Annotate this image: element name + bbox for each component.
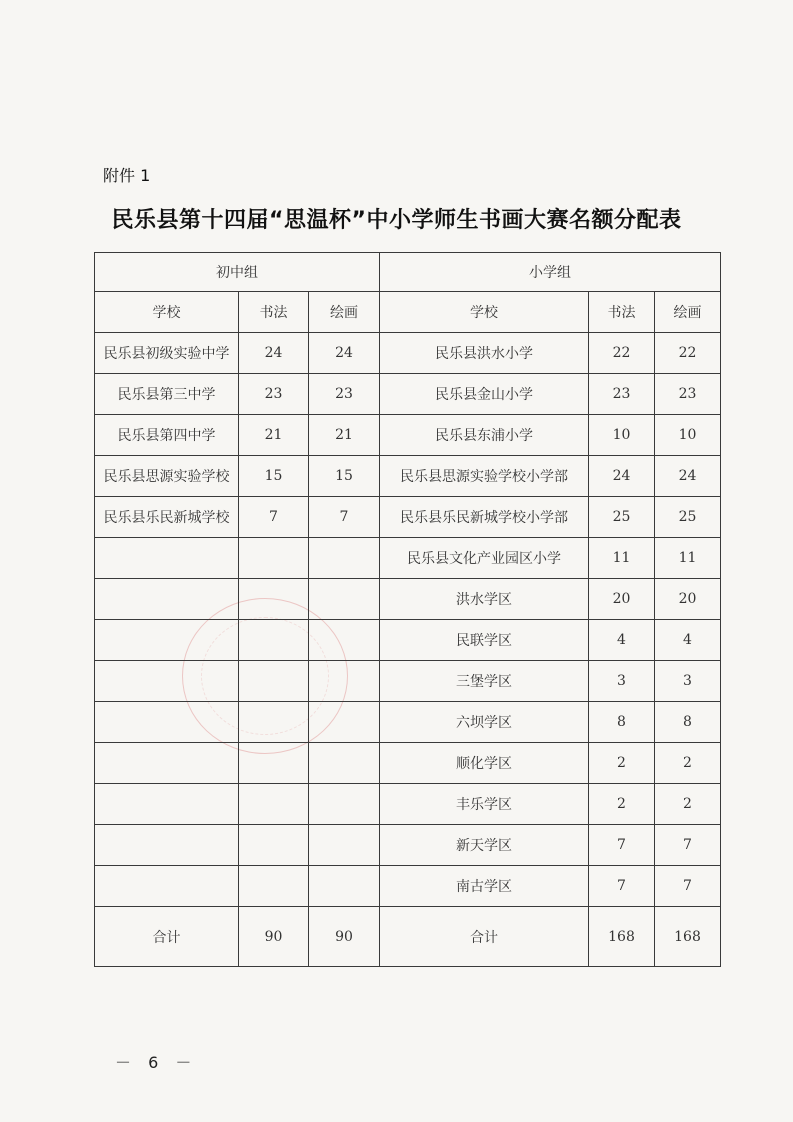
table-row (95, 620, 721, 661)
primary-calligraphy-cell: 4 (589, 620, 655, 661)
table-row (95, 825, 721, 866)
primary-group-header: 小学组 (380, 253, 721, 292)
empty-cell (95, 538, 239, 579)
junior-group-header: 初中组 (95, 253, 380, 292)
empty-cell (309, 743, 380, 784)
primary-calligraphy-cell: 20 (589, 579, 655, 620)
junior-painting-cell: 23 (309, 374, 380, 415)
page-number: － 6 － (115, 1053, 198, 1072)
empty-cell (239, 743, 309, 784)
primary-painting-column-header: 绘画 (655, 292, 721, 333)
table-row (95, 374, 721, 415)
junior-total-label: 合计 (95, 907, 239, 967)
empty-cell (239, 825, 309, 866)
primary-calligraphy-cell: 8 (589, 702, 655, 743)
junior-calligraphy-cell: 24 (239, 333, 309, 374)
primary-school-cell: 丰乐学区 (380, 784, 589, 825)
table-row (95, 333, 721, 374)
empty-cell (95, 661, 239, 702)
primary-school-cell: 洪水学区 (380, 579, 589, 620)
primary-painting-cell: 8 (655, 702, 721, 743)
primary-painting-cell: 3 (655, 661, 721, 702)
primary-painting-cell: 23 (655, 374, 721, 415)
primary-painting-cell: 11 (655, 538, 721, 579)
empty-cell (239, 784, 309, 825)
primary-school-cell: 民乐县洪水小学 (380, 333, 589, 374)
primary-calligraphy-cell: 22 (589, 333, 655, 374)
primary-painting-cell: 10 (655, 415, 721, 456)
primary-painting-cell: 20 (655, 579, 721, 620)
primary-calligraphy-cell: 7 (589, 866, 655, 907)
junior-calligraphy-cell: 21 (239, 415, 309, 456)
primary-painting-cell: 7 (655, 866, 721, 907)
table-row (95, 702, 721, 743)
junior-school-column-header: 学校 (95, 292, 239, 333)
primary-school-cell: 三堡学区 (380, 661, 589, 702)
primary-total-label: 合计 (380, 907, 589, 967)
page-title: 民乐县第十四届“思温杯”中小学师生书画大赛名额分配表 (111, 208, 682, 233)
primary-painting-cell: 4 (655, 620, 721, 661)
empty-cell (95, 579, 239, 620)
primary-total-painting: 168 (655, 907, 721, 967)
primary-painting-cell: 2 (655, 743, 721, 784)
attachment-label: 附件 1 (103, 166, 151, 185)
junior-calligraphy-cell: 15 (239, 456, 309, 497)
primary-calligraphy-cell: 11 (589, 538, 655, 579)
empty-cell (239, 661, 309, 702)
empty-cell (95, 620, 239, 661)
quota-table (94, 252, 721, 967)
primary-calligraphy-cell: 2 (589, 784, 655, 825)
primary-school-cell: 民乐县思源实验学校小学部 (380, 456, 589, 497)
primary-calligraphy-cell: 25 (589, 497, 655, 538)
empty-cell (309, 579, 380, 620)
junior-calligraphy-cell: 7 (239, 497, 309, 538)
junior-school-cell: 民乐县第四中学 (95, 415, 239, 456)
primary-school-cell: 六坝学区 (380, 702, 589, 743)
empty-cell (239, 579, 309, 620)
table-row (95, 743, 721, 784)
table-row (95, 497, 721, 538)
junior-painting-column-header: 绘画 (309, 292, 380, 333)
junior-calligraphy-column-header: 书法 (239, 292, 309, 333)
junior-school-cell: 民乐县第三中学 (95, 374, 239, 415)
primary-school-cell: 民联学区 (380, 620, 589, 661)
empty-cell (309, 538, 380, 579)
empty-cell (309, 661, 380, 702)
junior-total-calligraphy: 90 (239, 907, 309, 967)
empty-cell (95, 825, 239, 866)
junior-painting-cell: 24 (309, 333, 380, 374)
junior-total-painting: 90 (309, 907, 380, 967)
junior-painting-cell: 15 (309, 456, 380, 497)
junior-painting-cell: 21 (309, 415, 380, 456)
empty-cell (239, 620, 309, 661)
table-row (95, 456, 721, 497)
primary-calligraphy-cell: 23 (589, 374, 655, 415)
table-row (95, 538, 721, 579)
primary-painting-cell: 25 (655, 497, 721, 538)
junior-school-cell: 民乐县初级实验中学 (95, 333, 239, 374)
table-row (95, 661, 721, 702)
primary-school-cell: 新天学区 (380, 825, 589, 866)
empty-cell (309, 825, 380, 866)
empty-cell (239, 866, 309, 907)
empty-cell (309, 620, 380, 661)
primary-calligraphy-cell: 10 (589, 415, 655, 456)
primary-calligraphy-cell: 3 (589, 661, 655, 702)
primary-school-cell: 民乐县乐民新城学校小学部 (380, 497, 589, 538)
table-row (95, 784, 721, 825)
primary-total-calligraphy: 168 (589, 907, 655, 967)
empty-cell (95, 866, 239, 907)
empty-cell (239, 702, 309, 743)
empty-cell (239, 538, 309, 579)
empty-cell (309, 784, 380, 825)
empty-cell (95, 784, 239, 825)
junior-school-cell: 民乐县乐民新城学校 (95, 497, 239, 538)
primary-calligraphy-column-header: 书法 (589, 292, 655, 333)
primary-calligraphy-cell: 2 (589, 743, 655, 784)
primary-painting-cell: 7 (655, 825, 721, 866)
primary-school-cell: 顺化学区 (380, 743, 589, 784)
table-row (95, 415, 721, 456)
empty-cell (309, 866, 380, 907)
primary-painting-cell: 24 (655, 456, 721, 497)
primary-school-cell: 民乐县文化产业园区小学 (380, 538, 589, 579)
primary-painting-cell: 22 (655, 333, 721, 374)
primary-school-cell: 民乐县金山小学 (380, 374, 589, 415)
primary-school-cell: 南古学区 (380, 866, 589, 907)
primary-calligraphy-cell: 7 (589, 825, 655, 866)
table-row (95, 579, 721, 620)
total-row (95, 907, 721, 967)
primary-painting-cell: 2 (655, 784, 721, 825)
junior-calligraphy-cell: 23 (239, 374, 309, 415)
primary-school-cell: 民乐县东浦小学 (380, 415, 589, 456)
empty-cell (95, 743, 239, 784)
primary-calligraphy-cell: 24 (589, 456, 655, 497)
empty-cell (309, 702, 380, 743)
empty-cell (95, 702, 239, 743)
junior-painting-cell: 7 (309, 497, 380, 538)
junior-school-cell: 民乐县思源实验学校 (95, 456, 239, 497)
primary-school-column-header: 学校 (380, 292, 589, 333)
table-row (95, 866, 721, 907)
